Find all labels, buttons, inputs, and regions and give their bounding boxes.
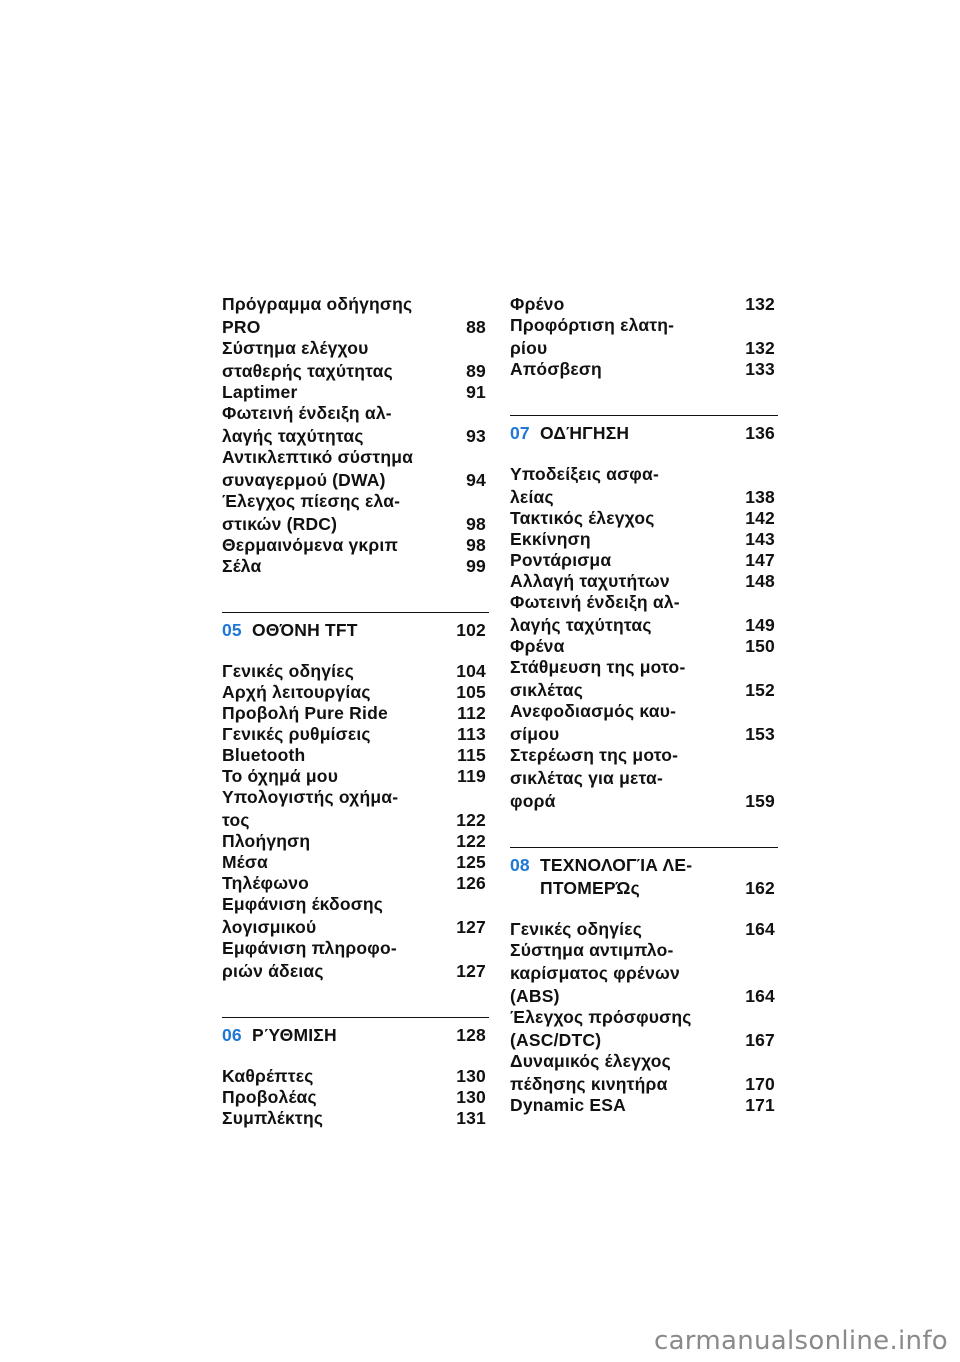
section-divider	[222, 1017, 489, 1018]
toc-entry-text: λαγής ταχύτητας	[510, 615, 652, 635]
toc-page-number: 115	[457, 745, 486, 765]
section-title: ΟΘΌΝΗ TFT	[252, 620, 358, 640]
toc-entry-text: Γενικές οδηγίες	[510, 919, 643, 939]
toc-page-number: 99	[466, 556, 486, 576]
toc-entry-text: Συμπλέκτης	[222, 1108, 324, 1128]
toc-page-number: 164	[745, 919, 775, 939]
toc-entry-text: Καθρέπτες	[222, 1066, 314, 1086]
toc-entry-text: σταθερής ταχύτητας	[222, 361, 393, 381]
toc-page-number: 147	[745, 550, 775, 570]
toc-entry-text: Προβολέας	[222, 1087, 317, 1107]
toc-entry-text: Τακτικός έλεγχος	[510, 508, 655, 528]
toc-entry-text: ριών άδειας	[222, 961, 324, 981]
toc-entry-text: Φρένο	[510, 294, 565, 314]
section-title: ΠΤΟΜΕΡΏς	[540, 878, 640, 898]
toc-entry-text: Έλεγχος πίεσης ελα-	[222, 491, 401, 511]
section-divider	[510, 415, 778, 416]
toc-page-number: 94	[466, 470, 486, 490]
toc-entry-text: Dynamic ESA	[510, 1095, 626, 1115]
toc-page-number: 104	[456, 661, 486, 681]
toc-page-number: 122	[456, 810, 486, 830]
toc-entry-text: στικών (RDC)	[222, 514, 338, 534]
toc-entry-text: Αντικλεπτικό σύστημα	[222, 447, 414, 467]
toc-entry-text: Θερμαινόμενα γκριπ	[222, 535, 399, 555]
toc-entry-text: Ροντάρισμα	[510, 550, 612, 570]
toc-page-number: 159	[745, 791, 775, 811]
toc-entry-text: τος	[222, 810, 250, 830]
toc-page-number: 130	[456, 1087, 486, 1107]
toc-page-number: 152	[745, 680, 775, 700]
toc-entry-text: Σέλα	[222, 556, 262, 576]
toc-entry-text: Εμφάνιση πληροφο-	[222, 938, 397, 958]
toc-page-number: 113	[457, 724, 486, 744]
toc-entry-text: Προβολή Pure Ride	[222, 703, 388, 723]
toc-page-number: 143	[745, 529, 775, 549]
toc-entry-text: Πλοήγηση	[222, 831, 311, 851]
toc-entry-text: σικλέτας	[510, 680, 584, 700]
toc-entry-text: Φωτεινή ένδειξη αλ-	[222, 403, 392, 423]
section-title: ΟΔΉΓΗΣΗ	[540, 423, 630, 443]
toc-entry-text: PRO	[222, 317, 261, 337]
toc-page-number: 127	[456, 961, 486, 981]
toc-entry-text: Στερέωση της μοτο-	[510, 745, 679, 765]
section-page-number: 136	[745, 423, 775, 443]
toc-page-number: 164	[745, 986, 775, 1006]
toc-entry-text: Δυναμικός έλεγχος	[510, 1051, 671, 1071]
toc-page-number: 89	[466, 361, 486, 381]
section-number: 06	[222, 1025, 242, 1045]
toc-entry-text: Τηλέφωνο	[222, 873, 310, 893]
toc-entry-text: Σύστημα αντιμπλο-	[510, 940, 674, 960]
toc-page-number: 133	[745, 359, 775, 379]
toc-entry-text: Ανεφοδιασμός καυ-	[510, 701, 677, 721]
toc-page-number: 167	[745, 1030, 775, 1050]
toc-page-number: 125	[456, 852, 486, 872]
section-page-number: 102	[456, 620, 486, 640]
toc-entry-text: Στάθμευση της μοτο-	[510, 657, 686, 677]
toc-entry-text: σίμου	[510, 724, 560, 744]
toc-entry-text: (ASC/DTC)	[510, 1030, 602, 1050]
toc-page-number: 126	[456, 873, 486, 893]
toc-entry-text: φορά	[510, 791, 556, 811]
toc-entry-text: Προφόρτιση ελατη-	[510, 315, 675, 335]
toc-entry-text: Φρένα	[510, 636, 565, 656]
section-page-number: 128	[456, 1025, 486, 1045]
toc-page-number: 148	[745, 571, 775, 591]
toc-entry-text: Απόσβεση	[510, 359, 602, 379]
toc-page-number: 127	[456, 917, 486, 937]
section-number: 05	[222, 620, 242, 640]
toc-entry-text: Αλλαγή ταχυτήτων	[510, 571, 670, 591]
toc-page-number: 149	[745, 615, 775, 635]
toc-entry-text: Έλεγχος πρόσφυσης	[510, 1007, 692, 1027]
toc-page-number: 170	[745, 1074, 775, 1094]
toc-page-number: 122	[456, 831, 486, 851]
toc-entry-text: Εμφάνιση έκδοσης	[222, 894, 384, 914]
toc-page-number: 119	[457, 766, 486, 786]
toc-page-number: 153	[745, 724, 775, 744]
toc-entry-text: Το όχημά μου	[222, 766, 339, 786]
section-divider	[222, 612, 489, 613]
section-number: 07	[510, 423, 530, 443]
toc-entry-text: Υπολογιστής οχήμα-	[222, 787, 399, 807]
toc-page-number: 138	[745, 487, 775, 507]
toc-entry-text: Μέσα	[222, 852, 269, 872]
toc-entry-text: Φωτεινή ένδειξη αλ-	[510, 592, 680, 612]
section-page-number: 162	[745, 878, 775, 898]
toc-page-number: 105	[456, 682, 486, 702]
toc-page-number: 93	[466, 426, 486, 446]
toc-entry-text: Αρχή λειτουργίας	[222, 682, 371, 702]
watermark-text: carmanualsonline.info	[653, 1326, 948, 1356]
toc-entry-text: Σύστημα ελέγχου	[222, 338, 369, 358]
toc-entry-text: λογισμικού	[222, 917, 317, 937]
toc-page-number: 132	[745, 294, 775, 314]
toc-entry-text: Γενικές ρυθμίσεις	[222, 724, 371, 744]
toc-page-number: 142	[745, 508, 775, 528]
section-title: ΡΎΘΜΙΣΗ	[252, 1025, 337, 1045]
toc-page-number: 112	[457, 703, 486, 723]
toc-entry-text: καρίσματος φρένων	[510, 963, 680, 983]
toc-page-number: 98	[466, 535, 486, 555]
section-title: ΤΕΧΝΟΛΟΓΊΑ ΛΕ-	[540, 855, 693, 875]
toc-entry-text: Υποδείξεις ασφα-	[510, 464, 660, 484]
toc-entry-text: ρίου	[510, 338, 548, 358]
toc-entry-text: λείας	[510, 487, 554, 507]
toc-page-number: 130	[456, 1066, 486, 1086]
toc-page-number: 88	[466, 317, 486, 337]
toc-entry-text: Bluetooth	[222, 745, 306, 765]
toc-page-number: 98	[466, 514, 486, 534]
toc-entry-text: Γενικές οδηγίες	[222, 661, 355, 681]
toc-entry-text: Laptimer	[222, 382, 298, 402]
toc-entry-text: συναγερμού (DWA)	[222, 470, 386, 490]
toc-entry-text: (ABS)	[510, 986, 560, 1006]
toc-page-number: 132	[745, 338, 775, 358]
toc-entry-text: σικλέτας για μετα-	[510, 768, 663, 788]
toc-page-number: 91	[466, 382, 486, 402]
section-number: 08	[510, 855, 530, 875]
toc-entry-text: λαγής ταχύτητας	[222, 426, 364, 446]
toc-entry-text: Πρόγραμμα οδήγησης	[222, 294, 413, 314]
section-divider	[510, 847, 778, 848]
toc-entry-text: πέδησης κινητήρα	[510, 1074, 668, 1094]
toc-page-number: 131	[456, 1108, 486, 1128]
toc-page-number: 171	[745, 1095, 775, 1115]
toc-page-number: 150	[745, 636, 775, 656]
toc-entry-text: Εκκίνηση	[510, 529, 591, 549]
